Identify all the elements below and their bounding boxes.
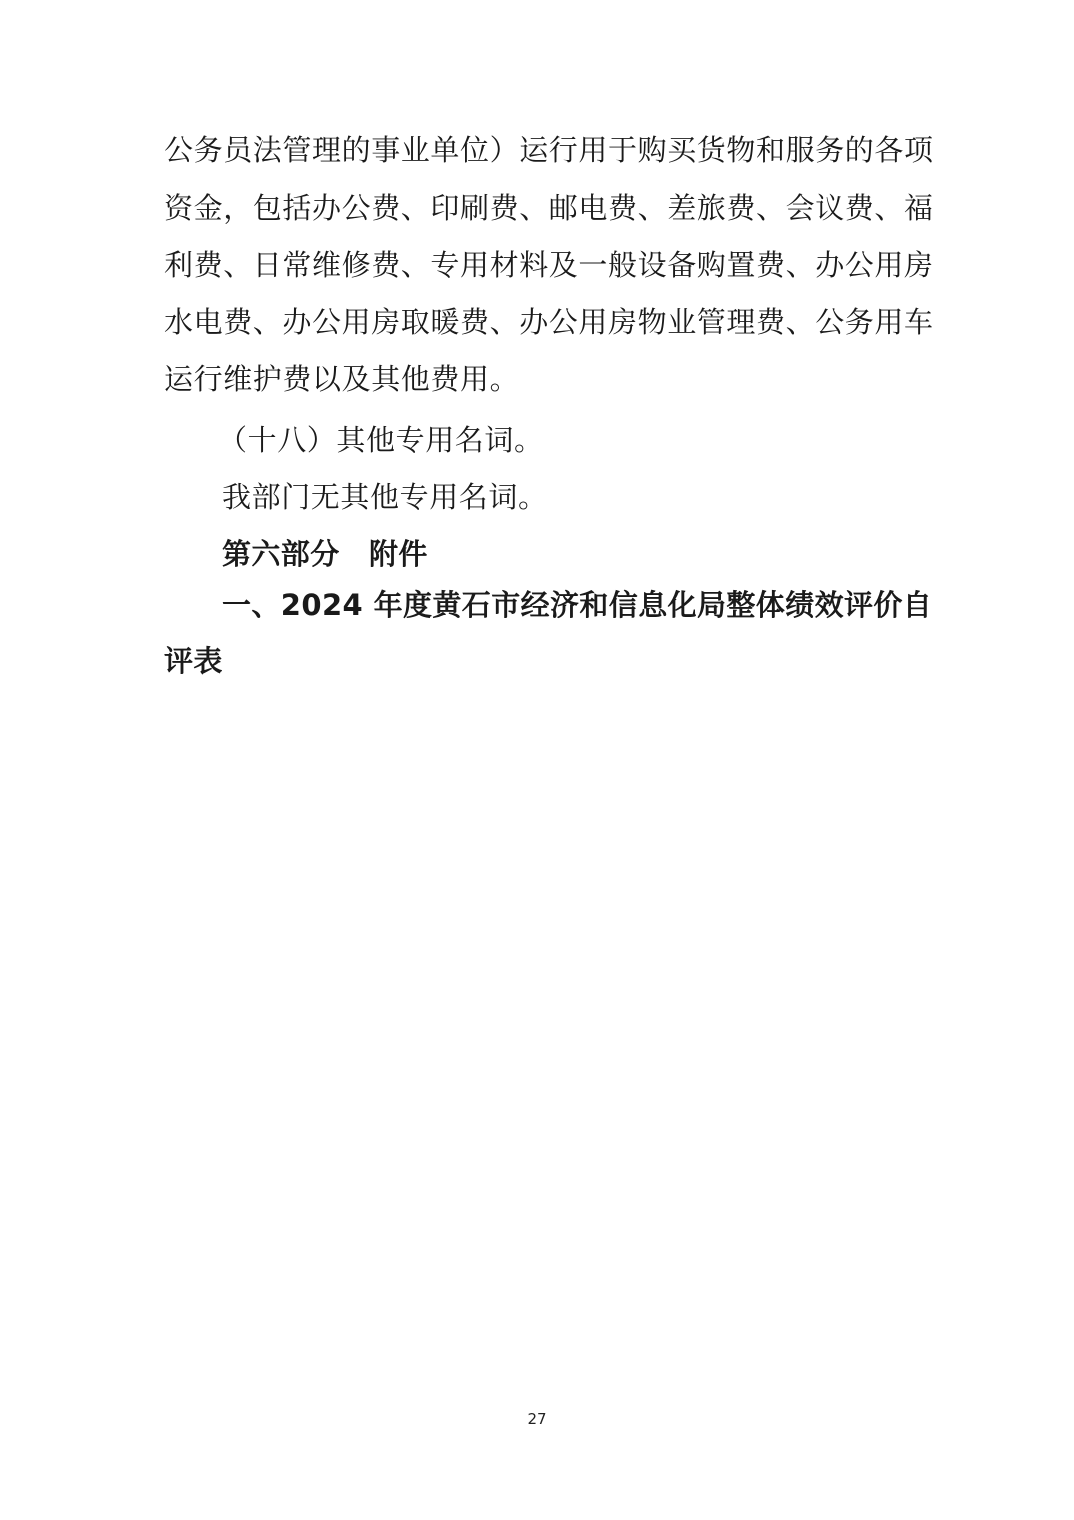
- page-number: 27: [527, 1410, 547, 1428]
- paragraph-line-2: 资金，包括办公费、印刷费、邮电费、差旅费、会议费、福: [164, 191, 934, 225]
- paragraph-line-5: 运行维护费以及其他费用。: [164, 362, 520, 396]
- paragraph-line-1: 公务员法管理的事业单位）运行用于购买货物和服务的各项: [164, 133, 934, 167]
- paragraph-line-4: 水电费、办公用房取暖费、办公用房物业管理费、公务用车: [164, 305, 934, 339]
- attachment-1-title-line-1: 一、2024 年度黄石市经济和信息化局整体绩效评价自: [222, 588, 933, 622]
- item-18-heading: （十八）其他专用名词。: [218, 423, 544, 457]
- item-18-body: 我部门无其他专用名词。: [222, 480, 548, 514]
- paragraph-line-3: 利费、日常维修费、专用材料及一般设备购置费、办公用房: [164, 248, 934, 282]
- part-6-title: 第六部分 附件: [222, 537, 428, 571]
- attachment-1-title-line-2: 评表: [164, 644, 223, 678]
